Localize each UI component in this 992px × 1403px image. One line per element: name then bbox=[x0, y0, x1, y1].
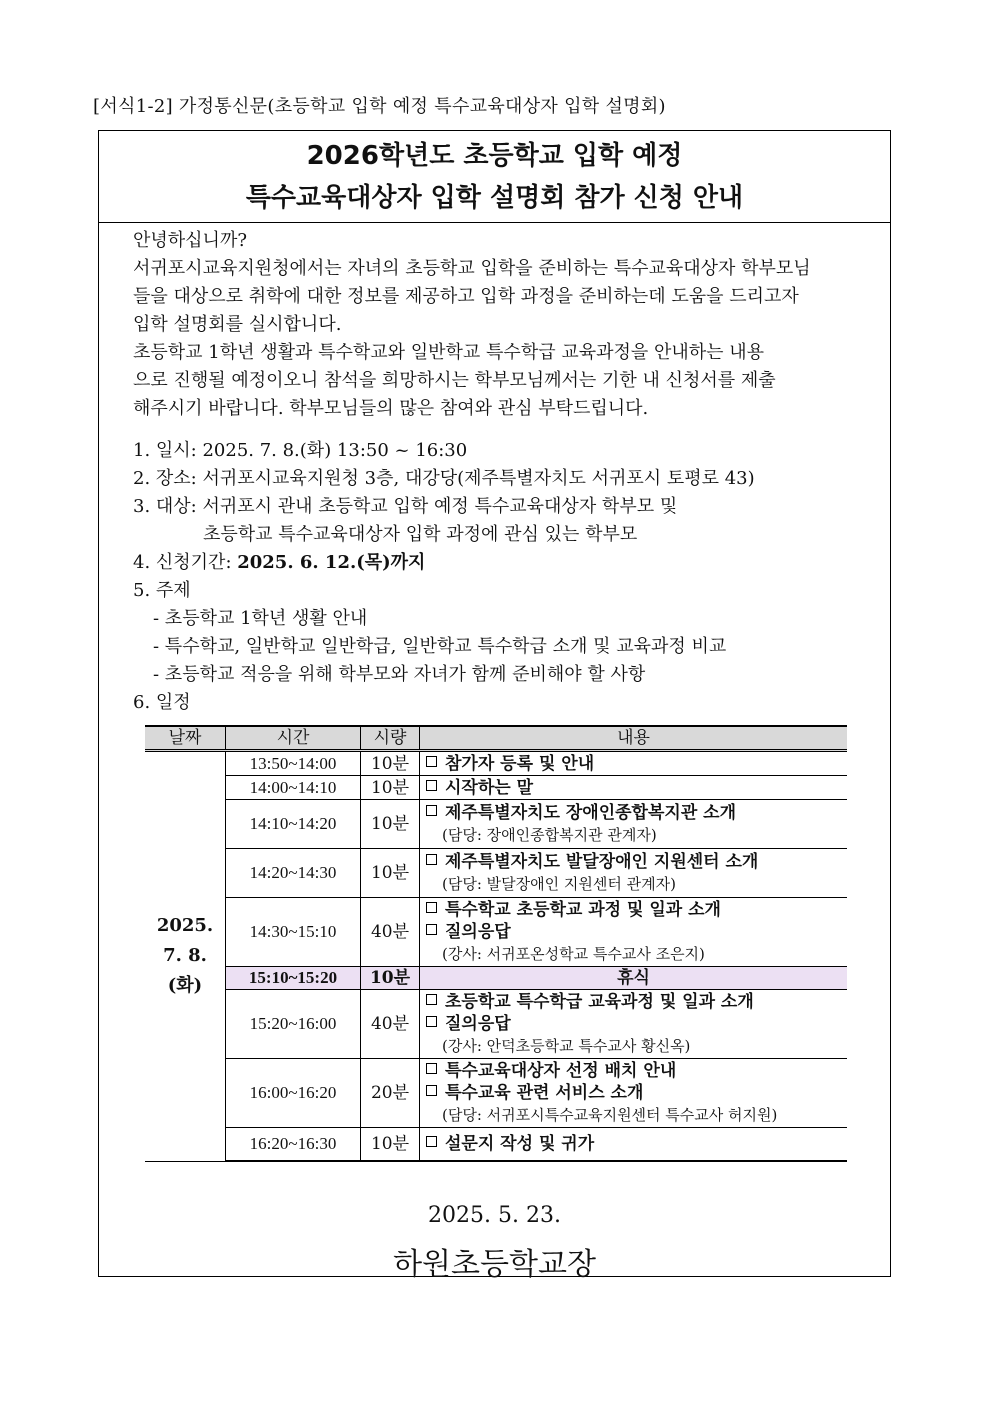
row-content bbox=[420, 849, 848, 898]
row-note: (강사: 서귀포온성학교 특수교사 조은지) bbox=[442, 945, 705, 963]
title-line-1: 2026학년도 초등학교 입학 예정 bbox=[306, 140, 683, 171]
checkbox-square-icon bbox=[426, 1063, 437, 1074]
row-note: (담당: 발달장애인 지원센터 관계자) bbox=[442, 875, 676, 893]
checkbox-square-icon bbox=[426, 756, 437, 767]
row-content-text: 특수학교 초등학교 과정 및 일과 소개 bbox=[445, 900, 721, 920]
schedule-header-row bbox=[145, 726, 847, 751]
row-duration: 20분 bbox=[361, 1059, 420, 1128]
row-time: 16:00~16:20 bbox=[226, 1059, 361, 1128]
row-time: 14:00~14:10 bbox=[226, 776, 361, 800]
table-row bbox=[145, 800, 847, 849]
row-content-text: 제주특별자치도 장애인종합복지관 소개 bbox=[445, 803, 737, 823]
row-duration: 10분 bbox=[361, 776, 420, 800]
row-note: (담당: 서귀포시특수교육지원센터 특수교사 허지원) bbox=[442, 1106, 778, 1124]
row-content bbox=[420, 800, 848, 849]
title-box bbox=[99, 131, 890, 223]
checkbox-square-icon bbox=[426, 902, 437, 913]
row-time: 13:50~14:00 bbox=[226, 751, 361, 776]
row-time: 14:10~14:20 bbox=[226, 800, 361, 849]
apply-deadline: 2025. 6. 12.(목)까지 bbox=[237, 552, 426, 573]
form-code: [서식1-2] 가정통신문(초등학교 입학 예정 특수교육대상자 입학 설명회) bbox=[93, 96, 666, 117]
row-content-text-2: 특수교육 관련 서비스 소개 bbox=[445, 1083, 644, 1103]
row-time: 15:20~16:00 bbox=[226, 990, 361, 1059]
topic-3: - 초등학교 적응을 위해 학부모와 자녀가 함께 준비해야 할 사항 bbox=[153, 664, 646, 685]
topic-2: - 특수학교, 일반학교 일반학급, 일반학교 특수학급 소개 및 교육과정 비교 bbox=[153, 636, 727, 657]
row-content bbox=[420, 751, 848, 776]
item-schedule-label: 6. 일정 bbox=[133, 692, 191, 713]
event-date bbox=[145, 751, 226, 1162]
item-date: 1. 일시: 2025. 7. 8.(화) 13:50 ~ 16:30 bbox=[133, 440, 468, 461]
row-time: 14:30~15:10 bbox=[226, 898, 361, 967]
row-duration: 40분 bbox=[361, 898, 420, 967]
intro-p1-l2: 들을 대상으로 취학에 대한 정보를 제공하고 입학 과정을 준비하는데 도움을 드리고자 bbox=[133, 286, 799, 307]
event-date-l2: 7. 8. bbox=[163, 945, 207, 967]
checkbox-square-icon bbox=[426, 1136, 437, 1147]
row-time: 14:20~14:30 bbox=[226, 849, 361, 898]
notice-frame bbox=[98, 130, 891, 1282]
schedule-table bbox=[145, 725, 847, 1162]
row-duration: 10분 bbox=[361, 751, 420, 776]
table-row bbox=[145, 898, 847, 967]
notice-body bbox=[133, 227, 885, 717]
checkbox-square-icon bbox=[426, 994, 437, 1005]
intro-p2-l1: 초등학교 1학년 생활과 특수학교와 일반학교 특수학급 교육과정을 안내하는 내용 bbox=[133, 342, 765, 363]
intro-p2-l2: 으로 진행될 예정이오니 참석을 희망하시는 학부모님께서는 기한 내 신청서를 제출 bbox=[133, 370, 776, 391]
row-content bbox=[420, 1128, 848, 1162]
row-content-text: 시작하는 말 bbox=[445, 777, 534, 798]
row-content-text: 특수교육대상자 선정 배치 안내 bbox=[445, 1061, 677, 1081]
checkbox-square-icon bbox=[426, 805, 437, 816]
greeting: 안녕하십니까? bbox=[133, 230, 247, 251]
signer: 하원초등학교장 bbox=[393, 1247, 596, 1282]
row-content-text: 초등학교 특수학급 교육과정 및 일과 소개 bbox=[445, 992, 754, 1012]
row-content-text-2: 질의응답 bbox=[445, 1014, 511, 1034]
row-note: (담당: 장애인종합복지관 관계자) bbox=[442, 826, 657, 844]
apply-label: 4. 신청기간: bbox=[133, 552, 238, 573]
table-row bbox=[145, 776, 847, 800]
table-row bbox=[145, 1059, 847, 1128]
checkbox-square-icon bbox=[426, 924, 437, 935]
checkbox-square-icon bbox=[426, 854, 437, 865]
row-duration: 10분 bbox=[361, 967, 420, 990]
header-date: 날짜 bbox=[145, 726, 226, 751]
header-time: 시간 bbox=[226, 726, 361, 751]
row-content-text: 설문지 작성 및 귀가 bbox=[445, 1134, 595, 1154]
table-row bbox=[145, 990, 847, 1059]
title-line-2: 특수교육대상자 입학 설명회 참가 신청 안내 bbox=[245, 182, 744, 213]
intro-p1-l1: 서귀포시교육지원청에서는 자녀의 초등학교 입학을 준비하는 특수교육대상자 학부모님 bbox=[133, 258, 811, 279]
table-row bbox=[145, 751, 847, 776]
event-date-l1: 2025. bbox=[156, 915, 214, 937]
intro-p1-l3: 입학 설명회를 실시합니다. bbox=[133, 314, 342, 335]
row-duration: 10분 bbox=[361, 1128, 420, 1162]
item-topic-label: 5. 주제 bbox=[133, 580, 191, 601]
table-row bbox=[145, 849, 847, 898]
item-target-l2: 초등학교 특수교육대상자 입학 과정에 관심 있는 학부모 bbox=[203, 524, 638, 545]
row-content-text-2: 질의응답 bbox=[445, 922, 511, 942]
intro-p2-l3: 해주시기 바랍니다. 학부모님들의 많은 참여와 관심 부탁드립니다. bbox=[133, 398, 649, 419]
table-row bbox=[145, 1128, 847, 1162]
item-target-l1: 3. 대상: 서귀포시 관내 초등학교 입학 예정 특수교육대상자 학부모 및 bbox=[133, 496, 678, 517]
table-row-break bbox=[145, 967, 847, 990]
row-content bbox=[420, 990, 848, 1059]
header-content: 내용 bbox=[420, 726, 848, 751]
checkbox-square-icon bbox=[426, 1016, 437, 1027]
topic-1: - 초등학교 1학년 생활 안내 bbox=[153, 608, 368, 629]
row-duration: 40분 bbox=[361, 990, 420, 1059]
item-place: 2. 장소: 서귀포시교육지원청 3층, 대강당(제주특별자치도 서귀포시 토평로 43) bbox=[133, 468, 755, 489]
item-apply bbox=[133, 549, 885, 577]
row-note: (강사: 안덕초등학교 특수교사 황신옥) bbox=[442, 1037, 691, 1055]
row-time: 15:10~15:20 bbox=[226, 967, 361, 990]
row-duration: 10분 bbox=[361, 849, 420, 898]
row-content bbox=[420, 898, 848, 967]
row-content-text: 제주특별자치도 발달장애인 지원센터 소개 bbox=[445, 852, 759, 872]
info-items bbox=[133, 437, 885, 717]
row-content bbox=[420, 1059, 848, 1128]
row-content: 휴식 bbox=[420, 967, 848, 990]
row-content bbox=[420, 776, 848, 800]
row-duration: 10분 bbox=[361, 800, 420, 849]
intro bbox=[133, 227, 885, 423]
event-date-l3: (화) bbox=[167, 975, 203, 997]
checkbox-square-icon bbox=[426, 780, 437, 791]
row-content-text: 참가자 등록 및 안내 bbox=[445, 753, 595, 774]
issue-date: 2025. 5. 23. bbox=[428, 1203, 561, 1228]
header-duration: 시량 bbox=[361, 726, 420, 751]
row-time: 16:20~16:30 bbox=[226, 1128, 361, 1162]
checkbox-square-icon bbox=[426, 1085, 437, 1096]
